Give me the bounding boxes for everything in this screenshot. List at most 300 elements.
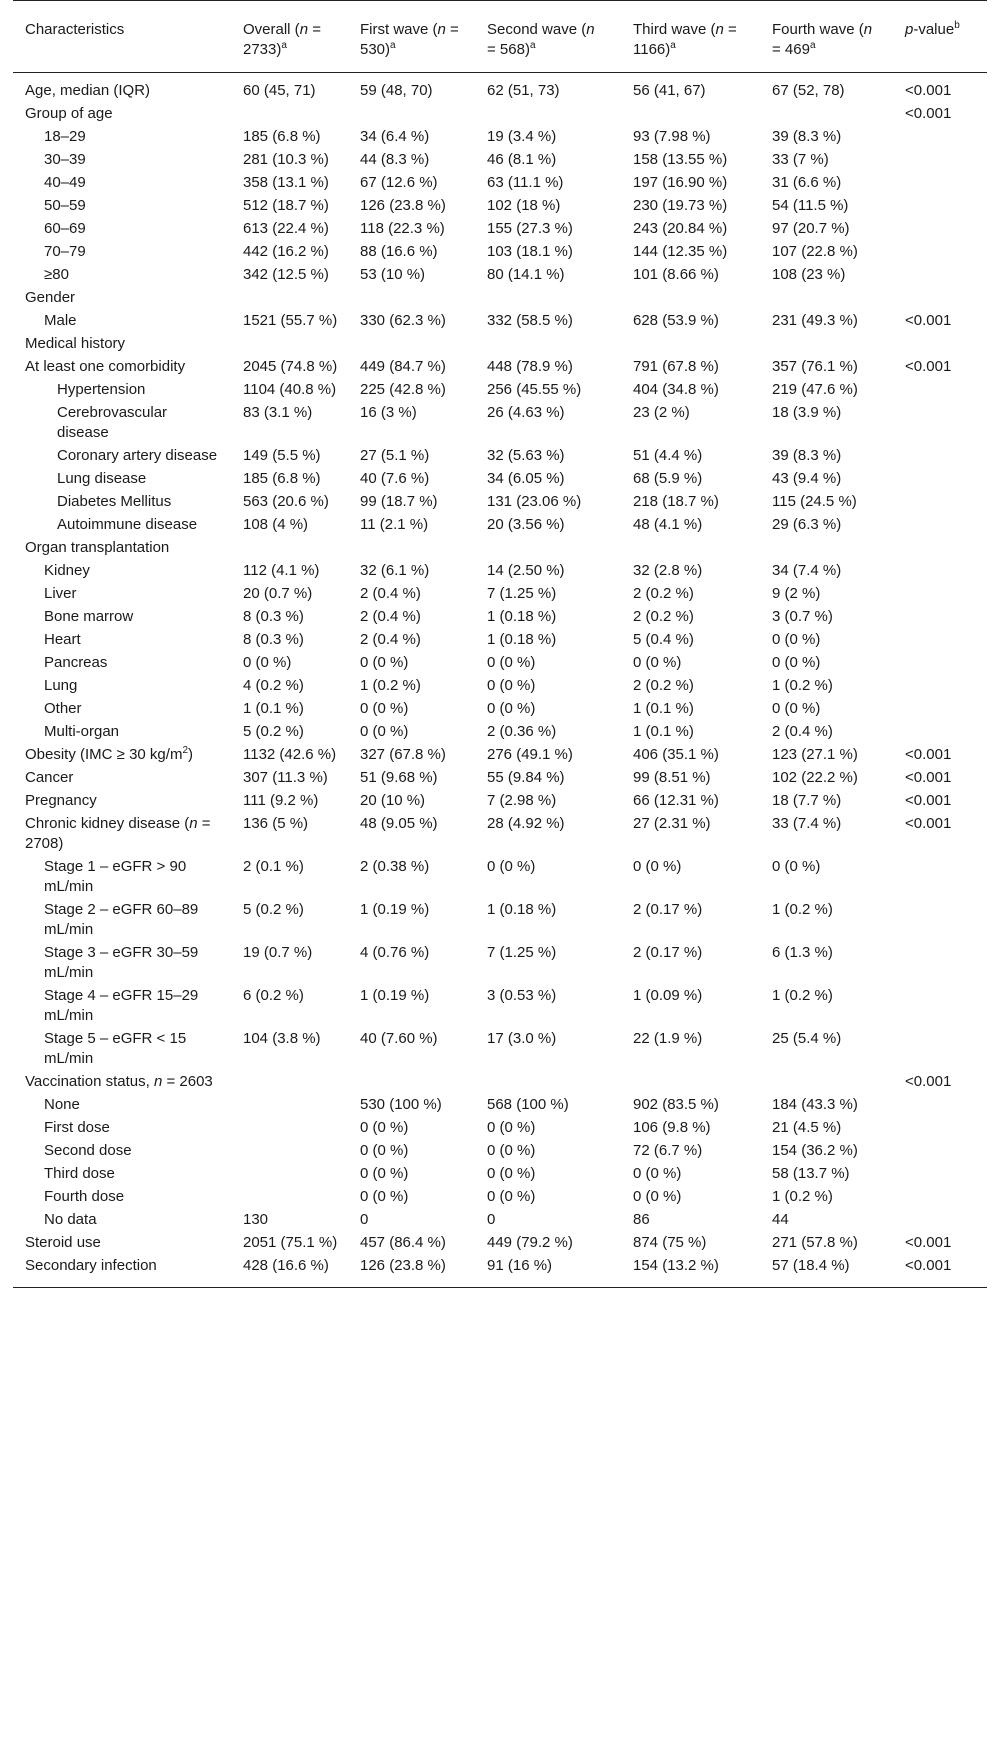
cell-third: 902 (83.5 %)	[633, 1096, 719, 1113]
cell-fourth: 6 (1.3 %)	[772, 944, 833, 961]
header-first-wave: First wave (n = 530)$^a$	[360, 21, 459, 58]
cell-p	[893, 1186, 987, 1209]
cell-first: 2 (0.38 %)	[360, 858, 430, 875]
cell-third: 0 (0 %)	[633, 858, 682, 875]
cell-first: 0 (0 %)	[360, 654, 409, 671]
cell-p: <0.001	[905, 792, 952, 809]
cell-first: 0 (0 %)	[360, 1165, 409, 1182]
cell-third: 23 (2 %)	[633, 404, 690, 421]
cell-p: <0.001	[905, 815, 952, 832]
header-characteristics: Characteristics	[25, 21, 125, 38]
row-label: Fourth dose	[44, 1188, 125, 1205]
cell-fourth: 34 (7.4 %)	[772, 562, 842, 579]
cell-p	[893, 514, 987, 537]
cell-first: 11 (2.1 %)	[360, 516, 429, 533]
cell-overall: 185 (6.8 %)	[243, 128, 321, 145]
cell-p: <0.001	[905, 312, 952, 329]
cell-first: 48 (9.05 %)	[360, 815, 438, 832]
cell-fourth: 357 (76.1 %)	[772, 358, 858, 375]
row-label: Third dose	[44, 1165, 115, 1182]
cell-overall	[231, 537, 348, 560]
cell-third: 0 (0 %)	[633, 654, 682, 671]
table-row	[13, 942, 987, 985]
row-label: 60–69	[44, 220, 86, 237]
cell-fourth: 67 (52, 78)	[772, 82, 845, 99]
row-label: Chronic kidney disease (n = 2708)	[25, 815, 211, 852]
row-label: First dose	[44, 1119, 110, 1136]
cell-p	[893, 149, 987, 172]
row-label: Stage 5 – eGFR < 15 mL/min	[44, 1030, 187, 1067]
cell-overall: 1132 (42.6 %)	[243, 746, 337, 763]
cell-p	[893, 1140, 987, 1163]
cell-third: 66 (12.31 %)	[633, 792, 719, 809]
cell-third: 2 (0.17 %)	[633, 901, 703, 918]
cell-second: 7 (1.25 %)	[487, 944, 557, 961]
table-row	[13, 402, 987, 445]
header-p-value: p-value$^b$	[905, 20, 960, 38]
cell-fourth: 9 (2 %)	[772, 585, 821, 602]
cell-overall	[231, 1071, 348, 1094]
cell-fourth: 123 (27.1 %)	[772, 746, 858, 763]
cell-third: 230 (19.73 %)	[633, 197, 728, 214]
table-row	[13, 856, 987, 899]
cell-first: 2 (0.4 %)	[360, 631, 421, 648]
cell-second: 0 (0 %)	[487, 654, 536, 671]
cell-overall: 149 (5.5 %)	[243, 447, 321, 464]
cell-overall: 104 (3.8 %)	[243, 1030, 321, 1047]
cell-p	[893, 402, 987, 445]
cell-overall	[231, 1163, 348, 1186]
table-row	[13, 899, 987, 942]
cell-second: 19 (3.4 %)	[487, 128, 557, 145]
cell-third: 86	[633, 1211, 650, 1228]
cell-first: 457 (86.4 %)	[360, 1234, 446, 1251]
table-row	[13, 73, 987, 104]
cell-second: 0	[487, 1211, 496, 1228]
cell-first: 67 (12.6 %)	[360, 174, 438, 191]
table-row	[13, 379, 987, 402]
cell-p	[893, 1028, 987, 1071]
cell-p: <0.001	[905, 1073, 952, 1090]
cell-fourth	[760, 537, 893, 560]
cell-p	[893, 606, 987, 629]
cell-p	[893, 942, 987, 985]
cell-fourth: 18 (7.7 %)	[772, 792, 842, 809]
cell-p: <0.001	[905, 105, 952, 122]
cell-third: 2 (0.2 %)	[633, 585, 694, 602]
row-label: Kidney	[44, 562, 90, 579]
row-label: No data	[44, 1211, 97, 1228]
table-row	[13, 491, 987, 514]
row-label: 30–39	[44, 151, 86, 168]
table-row	[13, 985, 987, 1028]
cell-first	[348, 333, 475, 356]
cell-second: 1 (0.18 %)	[487, 631, 557, 648]
table-row	[13, 1140, 987, 1163]
cell-third: 144 (12.35 %)	[633, 243, 728, 260]
cell-p	[893, 583, 987, 606]
cell-second: 449 (79.2 %)	[487, 1234, 573, 1251]
cell-fourth: 184 (43.3 %)	[772, 1096, 858, 1113]
cell-fourth: 39 (8.3 %)	[772, 447, 842, 464]
cell-fourth: 21 (4.5 %)	[772, 1119, 842, 1136]
cell-overall: 83 (3.1 %)	[243, 404, 313, 421]
cell-overall	[231, 103, 348, 126]
cell-first: 118 (22.3 %)	[360, 220, 445, 237]
cell-third: 874 (75 %)	[633, 1234, 707, 1251]
cell-second: 0 (0 %)	[487, 858, 536, 875]
table-row	[13, 310, 987, 333]
cell-fourth: 1 (0.2 %)	[772, 901, 833, 918]
cell-first: 0 (0 %)	[360, 1142, 409, 1159]
cell-third: 22 (1.9 %)	[633, 1030, 703, 1047]
row-label: 70–79	[44, 243, 86, 260]
characteristics-table	[13, 0, 987, 1288]
cell-fourth: 1 (0.2 %)	[772, 1188, 833, 1205]
cell-overall	[231, 1140, 348, 1163]
cell-second: 0 (0 %)	[487, 1119, 536, 1136]
cell-second: 0 (0 %)	[487, 700, 536, 717]
cell-overall: 2045 (74.8 %)	[243, 358, 338, 375]
cell-p	[893, 379, 987, 402]
header-fourth-wave: Fourth wave (n = $469^a$	[772, 21, 873, 58]
cell-first: 4 (0.76 %)	[360, 944, 430, 961]
row-label: Lung disease	[57, 470, 147, 487]
cell-second: 3 (0.53 %)	[487, 987, 557, 1004]
table-row	[13, 675, 987, 698]
table-row	[13, 241, 987, 264]
cell-p	[893, 652, 987, 675]
cell-second: 80 (14.1 %)	[487, 266, 565, 283]
cell-first: 126 (23.8 %)	[360, 197, 446, 214]
table-row	[13, 583, 987, 606]
cell-fourth	[760, 103, 893, 126]
table-row	[13, 172, 987, 195]
cell-overall: 2 (0.1 %)	[243, 858, 304, 875]
cell-overall	[231, 1094, 348, 1117]
row-label: None	[44, 1096, 80, 1113]
table-row	[13, 813, 987, 856]
cell-overall: 19 (0.7 %)	[243, 944, 313, 961]
cell-fourth: 1 (0.2 %)	[772, 677, 833, 694]
cell-second: 20 (3.56 %)	[487, 516, 565, 533]
cell-first: 16 (3 %)	[360, 404, 417, 421]
cell-first: 1 (0.2 %)	[360, 677, 421, 694]
table-row	[13, 149, 987, 172]
cell-second: 256 (45.55 %)	[487, 381, 582, 398]
table-row	[13, 264, 987, 287]
cell-third	[621, 1071, 760, 1094]
cell-fourth: 0 (0 %)	[772, 858, 821, 875]
table-row	[13, 1163, 987, 1186]
cell-third: 406 (35.1 %)	[633, 746, 719, 763]
cell-p	[893, 721, 987, 744]
cell-fourth: 58 (13.7 %)	[772, 1165, 850, 1182]
row-label: Obesity (IMC ≥ 30 $kg/m^2$)	[25, 745, 193, 763]
cell-fourth: 108 (23 %)	[772, 266, 846, 283]
cell-overall: 281 (10.3 %)	[243, 151, 329, 168]
cell-p	[893, 899, 987, 942]
row-label: Heart	[44, 631, 81, 648]
table-row	[13, 1094, 987, 1117]
cell-p	[893, 468, 987, 491]
cell-first: 32 (6.1 %)	[360, 562, 430, 579]
table-header	[13, 1, 987, 73]
cell-third: 27 (2.31 %)	[633, 815, 711, 832]
cell-overall	[231, 1186, 348, 1209]
row-label: Pancreas	[44, 654, 108, 671]
cell-overall: 307 (11.3 %)	[243, 769, 328, 786]
table-row	[13, 1071, 987, 1094]
cell-second: 32 (5.63 %)	[487, 447, 565, 464]
cell-fourth: 0 (0 %)	[772, 631, 821, 648]
cell-second: 0 (0 %)	[487, 1165, 536, 1182]
cell-third	[621, 103, 760, 126]
cell-third: 68 (5.9 %)	[633, 470, 703, 487]
table-row	[13, 698, 987, 721]
cell-second: 131 (23.06 %)	[487, 493, 582, 510]
cell-overall: 6 (0.2 %)	[243, 987, 304, 1004]
cell-first: 40 (7.60 %)	[360, 1030, 438, 1047]
cell-overall: 358 (13.1 %)	[243, 174, 329, 191]
cell-overall: 5 (0.2 %)	[243, 901, 304, 918]
cell-fourth: 154 (36.2 %)	[772, 1142, 858, 1159]
cell-overall: 8 (0.3 %)	[243, 631, 304, 648]
cell-third: 99 (8.51 %)	[633, 769, 711, 786]
row-label: Steroid use	[25, 1234, 101, 1251]
cell-overall: 108 (4 %)	[243, 516, 309, 533]
cell-overall: 60 (45, 71)	[243, 82, 316, 99]
cell-overall: 111 (9.2 %)	[243, 792, 319, 809]
cell-p: <0.001	[905, 358, 952, 375]
cell-p: <0.001	[905, 82, 952, 99]
cell-fourth	[760, 1071, 893, 1094]
cell-third: 72 (6.7 %)	[633, 1142, 703, 1159]
table-row	[13, 537, 987, 560]
row-label: At least one comorbidity	[25, 358, 186, 375]
cell-first: 225 (42.8 %)	[360, 381, 446, 398]
row-label: Group of age	[25, 105, 113, 122]
cell-third: 243 (20.84 %)	[633, 220, 728, 237]
table-row	[13, 1186, 987, 1209]
cell-second: 14 (2.50 %)	[487, 562, 565, 579]
cell-first: 330 (62.3 %)	[360, 312, 446, 329]
cell-second: 63 (11.1 %)	[487, 174, 564, 191]
row-label: Organ transplantation	[25, 539, 170, 556]
cell-p	[893, 333, 987, 356]
row-label: ≥80	[44, 266, 69, 283]
cell-overall: 1 (0.1 %)	[243, 700, 304, 717]
table-row	[13, 356, 987, 379]
row-label: Stage 3 – eGFR 30–59 mL/min	[44, 944, 199, 981]
cell-first: 59 (48, 70)	[360, 82, 433, 99]
row-label: Lung	[44, 677, 78, 694]
cell-first	[348, 287, 475, 310]
table-body	[13, 73, 987, 1288]
row-label: Age, median (IQR)	[25, 82, 151, 99]
cell-second: 7 (2.98 %)	[487, 792, 557, 809]
cell-second: 102 (18 %)	[487, 197, 561, 214]
cell-p	[893, 1209, 987, 1232]
cell-first: 530 (100 %)	[360, 1096, 442, 1113]
cell-first: 449 (84.7 %)	[360, 358, 446, 375]
cell-third: 48 (4.1 %)	[633, 516, 703, 533]
table-row	[13, 103, 987, 126]
header-overall: Overall (n = 2733)$^a$	[243, 21, 321, 58]
cell-fourth: 31 (6.6 %)	[772, 174, 842, 191]
cell-fourth: 3 (0.7 %)	[772, 608, 833, 625]
cell-overall: 112 (4.1 %)	[243, 562, 320, 579]
cell-second: 0 (0 %)	[487, 1188, 536, 1205]
cell-overall	[231, 287, 348, 310]
cell-p	[893, 241, 987, 264]
row-label: Cancer	[25, 769, 74, 786]
cell-second: 28 (4.92 %)	[487, 815, 565, 832]
cell-p	[893, 491, 987, 514]
cell-first: 40 (7.6 %)	[360, 470, 430, 487]
table-row	[13, 1209, 987, 1232]
cell-third: 1 (0.09 %)	[633, 987, 703, 1004]
cell-fourth: 29 (6.3 %)	[772, 516, 842, 533]
cell-fourth: 18 (3.9 %)	[772, 404, 842, 421]
cell-first: 34 (6.4 %)	[360, 128, 430, 145]
table-row	[13, 126, 987, 149]
cell-fourth: 231 (49.3 %)	[772, 312, 858, 329]
header-second-wave: Second wave (n = 568)$^a$	[487, 21, 595, 58]
cell-second: 55 (9.84 %)	[487, 769, 565, 786]
cell-first: 0	[360, 1211, 369, 1228]
cell-second	[475, 537, 621, 560]
cell-first: 1 (0.19 %)	[360, 901, 430, 918]
cell-overall	[231, 333, 348, 356]
cell-fourth: 107 (22.8 %)	[772, 243, 858, 260]
cell-p: <0.001	[905, 1234, 952, 1251]
row-label: Liver	[44, 585, 77, 602]
cell-third: 0 (0 %)	[633, 1188, 682, 1205]
table-row	[13, 767, 987, 790]
cell-p	[893, 218, 987, 241]
cell-overall: 185 (6.8 %)	[243, 470, 321, 487]
cell-first	[348, 103, 475, 126]
cell-first: 1 (0.19 %)	[360, 987, 430, 1004]
row-label: Vaccination status, n = 2603	[25, 1073, 213, 1090]
cell-second: 34 (6.05 %)	[487, 470, 565, 487]
cell-fourth: 25 (5.4 %)	[772, 1030, 842, 1047]
cell-third	[621, 287, 760, 310]
cell-third: 2 (0.2 %)	[633, 608, 694, 625]
row-label: 50–59	[44, 197, 86, 214]
cell-second	[475, 287, 621, 310]
cell-overall: 1104 (40.8 %)	[243, 381, 337, 398]
cell-first: 44 (8.3 %)	[360, 151, 430, 168]
cell-first: 2 (0.4 %)	[360, 585, 421, 602]
cell-third	[621, 333, 760, 356]
row-label: Hypertension	[57, 381, 146, 398]
cell-third: 154 (13.2 %)	[633, 1257, 719, 1274]
cell-fourth: 0 (0 %)	[772, 654, 821, 671]
cell-fourth: 219 (47.6 %)	[772, 381, 858, 398]
table-container	[13, 0, 987, 1288]
cell-third: 2 (0.2 %)	[633, 677, 694, 694]
row-label: Multi-organ	[44, 723, 120, 740]
row-label: Second dose	[44, 1142, 132, 1159]
cell-first: 0 (0 %)	[360, 723, 409, 740]
table-row	[13, 287, 987, 310]
table-row	[13, 195, 987, 218]
cell-overall: 2051 (75.1 %)	[243, 1234, 338, 1251]
cell-overall: 20 (0.7 %)	[243, 585, 313, 602]
cell-second	[475, 1071, 621, 1094]
table-row	[13, 744, 987, 767]
row-label: Pregnancy	[25, 792, 97, 809]
cell-second: 276 (49.1 %)	[487, 746, 573, 763]
cell-fourth: 0 (0 %)	[772, 700, 821, 717]
cell-first: 20 (10 %)	[360, 792, 426, 809]
row-label: Other	[44, 700, 82, 717]
cell-third: 628 (53.9 %)	[633, 312, 719, 329]
table-row	[13, 1255, 987, 1288]
table-row	[13, 514, 987, 537]
cell-third: 106 (9.8 %)	[633, 1119, 711, 1136]
cell-fourth: 44	[772, 1211, 789, 1228]
cell-p: <0.001	[905, 746, 952, 763]
cell-third: 218 (18.7 %)	[633, 493, 719, 510]
cell-p	[893, 445, 987, 468]
header-row	[13, 1, 987, 73]
cell-second	[475, 333, 621, 356]
cell-fourth: 39 (8.3 %)	[772, 128, 842, 145]
cell-second: 17 (3.0 %)	[487, 1030, 557, 1047]
cell-third: 5 (0.4 %)	[633, 631, 694, 648]
cell-second: 1 (0.18 %)	[487, 608, 557, 625]
cell-second: 2 (0.36 %)	[487, 723, 557, 740]
cell-fourth: 33 (7 %)	[772, 151, 829, 168]
table-row	[13, 445, 987, 468]
cell-second: 7 (1.25 %)	[487, 585, 557, 602]
row-label: Medical history	[25, 335, 126, 352]
table-row	[13, 790, 987, 813]
row-label: Stage 2 – eGFR 60–89 mL/min	[44, 901, 199, 938]
cell-p	[893, 537, 987, 560]
cell-overall: 5 (0.2 %)	[243, 723, 304, 740]
cell-fourth: 102 (22.2 %)	[772, 769, 858, 786]
cell-third	[621, 537, 760, 560]
table-row	[13, 1028, 987, 1071]
cell-p	[893, 629, 987, 652]
cell-third: 197 (16.90 %)	[633, 174, 728, 191]
cell-second: 0 (0 %)	[487, 677, 536, 694]
cell-third: 2 (0.17 %)	[633, 944, 703, 961]
cell-second: 62 (51, 73)	[487, 82, 560, 99]
cell-third: 51 (4.4 %)	[633, 447, 703, 464]
cell-fourth: 2 (0.4 %)	[772, 723, 833, 740]
cell-p	[893, 560, 987, 583]
table-row	[13, 560, 987, 583]
cell-p	[893, 1117, 987, 1140]
cell-second: 0 (0 %)	[487, 1142, 536, 1159]
cell-p	[893, 126, 987, 149]
table-row	[13, 218, 987, 241]
cell-third: 1 (0.1 %)	[633, 723, 694, 740]
cell-second: 91 (16 %)	[487, 1257, 553, 1274]
cell-p	[893, 985, 987, 1028]
cell-first: 53 (10 %)	[360, 266, 426, 283]
cell-p: <0.001	[905, 1257, 952, 1274]
cell-overall: 563 (20.6 %)	[243, 493, 329, 510]
row-label: Stage 4 – eGFR 15–29 mL/min	[44, 987, 199, 1024]
row-label: Male	[44, 312, 77, 329]
cell-p: <0.001	[905, 769, 952, 786]
